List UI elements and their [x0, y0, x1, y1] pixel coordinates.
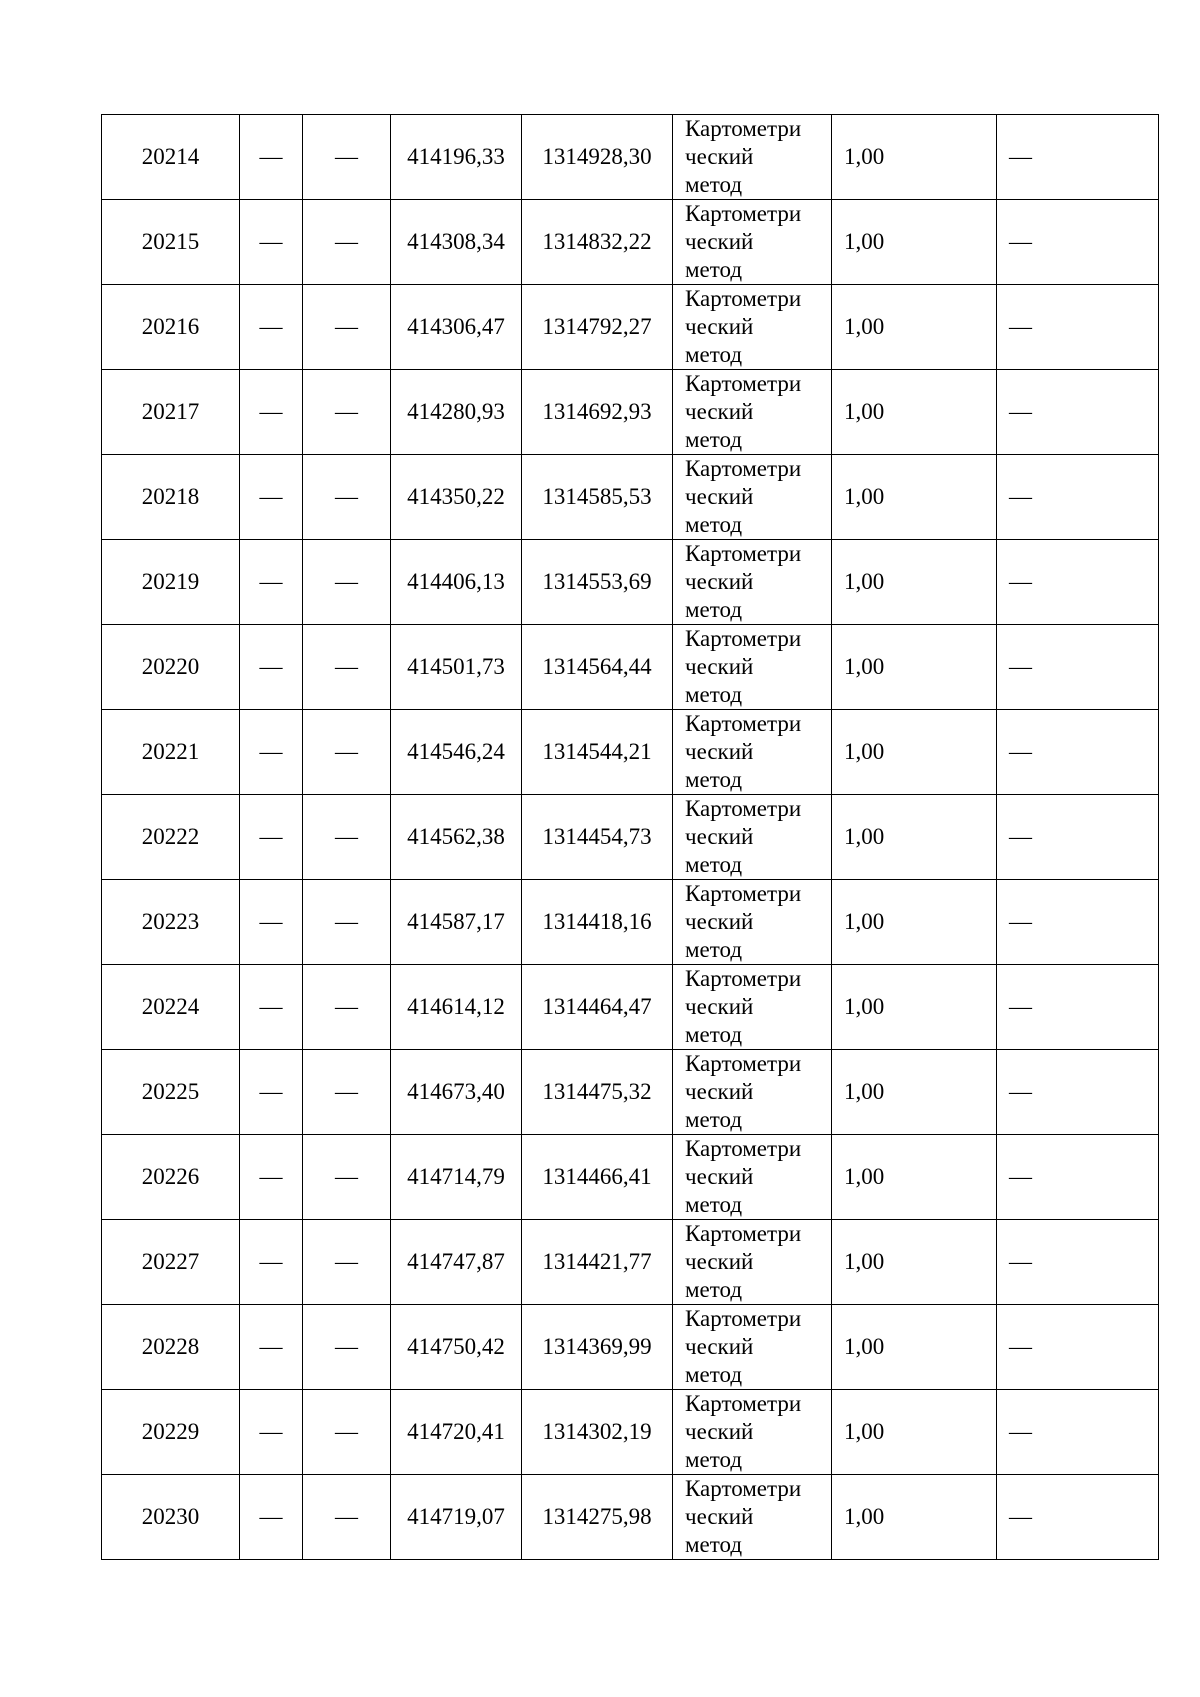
- y-coordinate-cell: 1314421,77: [522, 1220, 673, 1305]
- description-cell: —: [997, 795, 1159, 880]
- accuracy-cell: 1,00: [832, 370, 997, 455]
- table-row: [102, 710, 1159, 795]
- x-coordinate-cell: 414406,13: [391, 540, 522, 625]
- method-cell: [673, 455, 832, 540]
- method-text-line: ческий: [685, 1334, 754, 1359]
- x-coordinate-cell: 414280,93: [391, 370, 522, 455]
- method-text-line: ческий: [685, 1504, 754, 1529]
- method-text-line: метод: [685, 1022, 743, 1047]
- x-coordinate-cell: 414587,17: [391, 880, 522, 965]
- method-cell: [673, 285, 832, 370]
- description-cell: —: [997, 115, 1159, 200]
- accuracy-cell: 1,00: [832, 710, 997, 795]
- point-number-cell: 20220: [102, 625, 240, 710]
- description-cell: —: [997, 1135, 1159, 1220]
- method-text-line: метод: [685, 767, 743, 792]
- y-coordinate-cell: 1314369,99: [522, 1305, 673, 1390]
- method-text-line: Картометри: [685, 371, 802, 396]
- method-text-line: Картометри: [685, 711, 802, 736]
- table-body: [102, 115, 1159, 1560]
- y-coordinate-cell: 1314464,47: [522, 965, 673, 1050]
- point-number-cell: 20217: [102, 370, 240, 455]
- point-number-cell: 20225: [102, 1050, 240, 1135]
- y-coordinate-cell: 1314466,41: [522, 1135, 673, 1220]
- accuracy-cell: 1,00: [832, 1050, 997, 1135]
- method-text-line: Картометри: [685, 116, 802, 141]
- empty-cell: —: [303, 1050, 391, 1135]
- empty-cell: —: [303, 625, 391, 710]
- point-number-cell: 20215: [102, 200, 240, 285]
- method-text-line: ческий: [685, 399, 754, 424]
- empty-cell: —: [240, 710, 303, 795]
- empty-cell: —: [240, 625, 303, 710]
- coordinates-sheet: [101, 114, 1158, 1560]
- method-cell: [673, 795, 832, 880]
- method-text-line: Картометри: [685, 1391, 802, 1416]
- x-coordinate-cell: 414720,41: [391, 1390, 522, 1475]
- empty-cell: —: [303, 965, 391, 1050]
- method-cell: [673, 200, 832, 285]
- method-cell: [673, 965, 832, 1050]
- method-text-line: ческий: [685, 314, 754, 339]
- method-text-line: метод: [685, 597, 743, 622]
- accuracy-cell: 1,00: [832, 200, 997, 285]
- method-text-line: Картометри: [685, 1476, 802, 1501]
- point-number-cell: 20221: [102, 710, 240, 795]
- x-coordinate-cell: 414673,40: [391, 1050, 522, 1135]
- method-cell: [673, 1135, 832, 1220]
- accuracy-cell: 1,00: [832, 1305, 997, 1390]
- method-text-line: ческий: [685, 144, 754, 169]
- description-cell: —: [997, 1050, 1159, 1135]
- method-text-line: метод: [685, 342, 743, 367]
- method-text-line: Картометри: [685, 541, 802, 566]
- x-coordinate-cell: 414747,87: [391, 1220, 522, 1305]
- table-row: [102, 200, 1159, 285]
- method-text-line: Картометри: [685, 1136, 802, 1161]
- table-row: [102, 1220, 1159, 1305]
- empty-cell: —: [240, 1305, 303, 1390]
- method-text-line: метод: [685, 172, 743, 197]
- method-cell: [673, 1220, 832, 1305]
- accuracy-cell: 1,00: [832, 880, 997, 965]
- method-text-line: метод: [685, 852, 743, 877]
- method-text-line: Картометри: [685, 966, 802, 991]
- table-row: [102, 540, 1159, 625]
- method-text-line: ческий: [685, 739, 754, 764]
- empty-cell: —: [240, 1220, 303, 1305]
- empty-cell: —: [240, 540, 303, 625]
- table-row: [102, 965, 1159, 1050]
- accuracy-cell: 1,00: [832, 1135, 997, 1220]
- y-coordinate-cell: 1314275,98: [522, 1475, 673, 1560]
- x-coordinate-cell: 414308,34: [391, 200, 522, 285]
- empty-cell: —: [240, 1475, 303, 1560]
- empty-cell: —: [240, 115, 303, 200]
- method-text-line: ческий: [685, 1079, 754, 1104]
- method-text-line: метод: [685, 1192, 743, 1217]
- table-row: [102, 455, 1159, 540]
- y-coordinate-cell: 1314792,27: [522, 285, 673, 370]
- point-number-cell: 20227: [102, 1220, 240, 1305]
- method-text-line: метод: [685, 257, 743, 282]
- x-coordinate-cell: 414306,47: [391, 285, 522, 370]
- y-coordinate-cell: 1314418,16: [522, 880, 673, 965]
- empty-cell: —: [303, 540, 391, 625]
- y-coordinate-cell: 1314692,93: [522, 370, 673, 455]
- description-cell: —: [997, 285, 1159, 370]
- method-text-line: метод: [685, 427, 743, 452]
- point-number-cell: 20226: [102, 1135, 240, 1220]
- table-row: [102, 285, 1159, 370]
- method-text-line: ческий: [685, 994, 754, 1019]
- description-cell: —: [997, 200, 1159, 285]
- description-cell: —: [997, 710, 1159, 795]
- empty-cell: —: [303, 1475, 391, 1560]
- x-coordinate-cell: 414501,73: [391, 625, 522, 710]
- empty-cell: —: [240, 200, 303, 285]
- method-text-line: метод: [685, 1277, 743, 1302]
- description-cell: —: [997, 370, 1159, 455]
- point-number-cell: 20224: [102, 965, 240, 1050]
- point-number-cell: 20223: [102, 880, 240, 965]
- y-coordinate-cell: 1314544,21: [522, 710, 673, 795]
- accuracy-cell: 1,00: [832, 1390, 997, 1475]
- x-coordinate-cell: 414614,12: [391, 965, 522, 1050]
- accuracy-cell: 1,00: [832, 455, 997, 540]
- method-text-line: метод: [685, 937, 743, 962]
- empty-cell: —: [303, 1305, 391, 1390]
- x-coordinate-cell: 414350,22: [391, 455, 522, 540]
- method-text-line: метод: [685, 1447, 743, 1472]
- empty-cell: —: [240, 1050, 303, 1135]
- method-text-line: Картометри: [685, 1221, 802, 1246]
- table-row: [102, 370, 1159, 455]
- accuracy-cell: 1,00: [832, 285, 997, 370]
- x-coordinate-cell: 414714,79: [391, 1135, 522, 1220]
- method-text-line: ческий: [685, 824, 754, 849]
- description-cell: —: [997, 540, 1159, 625]
- empty-cell: —: [303, 880, 391, 965]
- point-number-cell: 20214: [102, 115, 240, 200]
- method-text-line: Картометри: [685, 796, 802, 821]
- table-row: [102, 795, 1159, 880]
- method-cell: [673, 1050, 832, 1135]
- empty-cell: —: [303, 200, 391, 285]
- accuracy-cell: 1,00: [832, 965, 997, 1050]
- empty-cell: —: [303, 455, 391, 540]
- table-row: [102, 115, 1159, 200]
- method-cell: [673, 540, 832, 625]
- accuracy-cell: 1,00: [832, 625, 997, 710]
- y-coordinate-cell: 1314553,69: [522, 540, 673, 625]
- y-coordinate-cell: 1314564,44: [522, 625, 673, 710]
- empty-cell: —: [240, 285, 303, 370]
- x-coordinate-cell: 414719,07: [391, 1475, 522, 1560]
- empty-cell: —: [303, 710, 391, 795]
- empty-cell: —: [303, 1220, 391, 1305]
- method-text-line: ческий: [685, 909, 754, 934]
- accuracy-cell: 1,00: [832, 1220, 997, 1305]
- y-coordinate-cell: 1314302,19: [522, 1390, 673, 1475]
- empty-cell: —: [303, 1390, 391, 1475]
- description-cell: —: [997, 1390, 1159, 1475]
- method-text-line: ческий: [685, 1249, 754, 1274]
- table-row: [102, 880, 1159, 965]
- accuracy-cell: 1,00: [832, 1475, 997, 1560]
- point-number-cell: 20219: [102, 540, 240, 625]
- method-text-line: ческий: [685, 484, 754, 509]
- method-text-line: Картометри: [685, 286, 802, 311]
- empty-cell: —: [303, 115, 391, 200]
- method-cell: [673, 625, 832, 710]
- description-cell: —: [997, 1475, 1159, 1560]
- method-text-line: Картометри: [685, 1306, 802, 1331]
- x-coordinate-cell: 414562,38: [391, 795, 522, 880]
- y-coordinate-cell: 1314454,73: [522, 795, 673, 880]
- method-text-line: метод: [685, 1532, 743, 1557]
- description-cell: —: [997, 1305, 1159, 1390]
- table-row: [102, 1135, 1159, 1220]
- empty-cell: —: [240, 370, 303, 455]
- table-row: [102, 1050, 1159, 1135]
- point-number-cell: 20222: [102, 795, 240, 880]
- empty-cell: —: [303, 1135, 391, 1220]
- x-coordinate-cell: 414750,42: [391, 1305, 522, 1390]
- method-text-line: метод: [685, 512, 743, 537]
- method-text-line: метод: [685, 682, 743, 707]
- method-text-line: Картометри: [685, 881, 802, 906]
- method-text-line: Картометри: [685, 1051, 802, 1076]
- y-coordinate-cell: 1314928,30: [522, 115, 673, 200]
- method-cell: [673, 710, 832, 795]
- x-coordinate-cell: 414546,24: [391, 710, 522, 795]
- empty-cell: —: [240, 965, 303, 1050]
- accuracy-cell: 1,00: [832, 540, 997, 625]
- method-text-line: метод: [685, 1362, 743, 1387]
- point-number-cell: 20229: [102, 1390, 240, 1475]
- table-row: [102, 625, 1159, 710]
- method-text-line: Картометри: [685, 626, 802, 651]
- y-coordinate-cell: 1314832,22: [522, 200, 673, 285]
- accuracy-cell: 1,00: [832, 795, 997, 880]
- coordinates-table: [101, 114, 1159, 1560]
- method-text-line: метод: [685, 1107, 743, 1132]
- description-cell: —: [997, 625, 1159, 710]
- point-number-cell: 20218: [102, 455, 240, 540]
- y-coordinate-cell: 1314585,53: [522, 455, 673, 540]
- description-cell: —: [997, 455, 1159, 540]
- description-cell: —: [997, 1220, 1159, 1305]
- method-cell: [673, 1475, 832, 1560]
- x-coordinate-cell: 414196,33: [391, 115, 522, 200]
- table-row: [102, 1390, 1159, 1475]
- method-cell: [673, 1305, 832, 1390]
- method-text-line: Картометри: [685, 201, 802, 226]
- method-text-line: ческий: [685, 654, 754, 679]
- empty-cell: —: [240, 1135, 303, 1220]
- point-number-cell: 20230: [102, 1475, 240, 1560]
- method-text-line: ческий: [685, 1164, 754, 1189]
- empty-cell: —: [240, 880, 303, 965]
- method-text-line: Картометри: [685, 456, 802, 481]
- description-cell: —: [997, 965, 1159, 1050]
- method-text-line: ческий: [685, 229, 754, 254]
- accuracy-cell: 1,00: [832, 115, 997, 200]
- method-cell: [673, 370, 832, 455]
- empty-cell: —: [240, 1390, 303, 1475]
- empty-cell: —: [240, 795, 303, 880]
- method-cell: [673, 880, 832, 965]
- method-cell: [673, 1390, 832, 1475]
- table-row: [102, 1305, 1159, 1390]
- point-number-cell: 20216: [102, 285, 240, 370]
- method-cell: [673, 115, 832, 200]
- table-row: [102, 1475, 1159, 1560]
- point-number-cell: 20228: [102, 1305, 240, 1390]
- description-cell: —: [997, 880, 1159, 965]
- method-text-line: ческий: [685, 1419, 754, 1444]
- empty-cell: —: [303, 370, 391, 455]
- empty-cell: —: [240, 455, 303, 540]
- empty-cell: —: [303, 795, 391, 880]
- y-coordinate-cell: 1314475,32: [522, 1050, 673, 1135]
- method-text-line: ческий: [685, 569, 754, 594]
- empty-cell: —: [303, 285, 391, 370]
